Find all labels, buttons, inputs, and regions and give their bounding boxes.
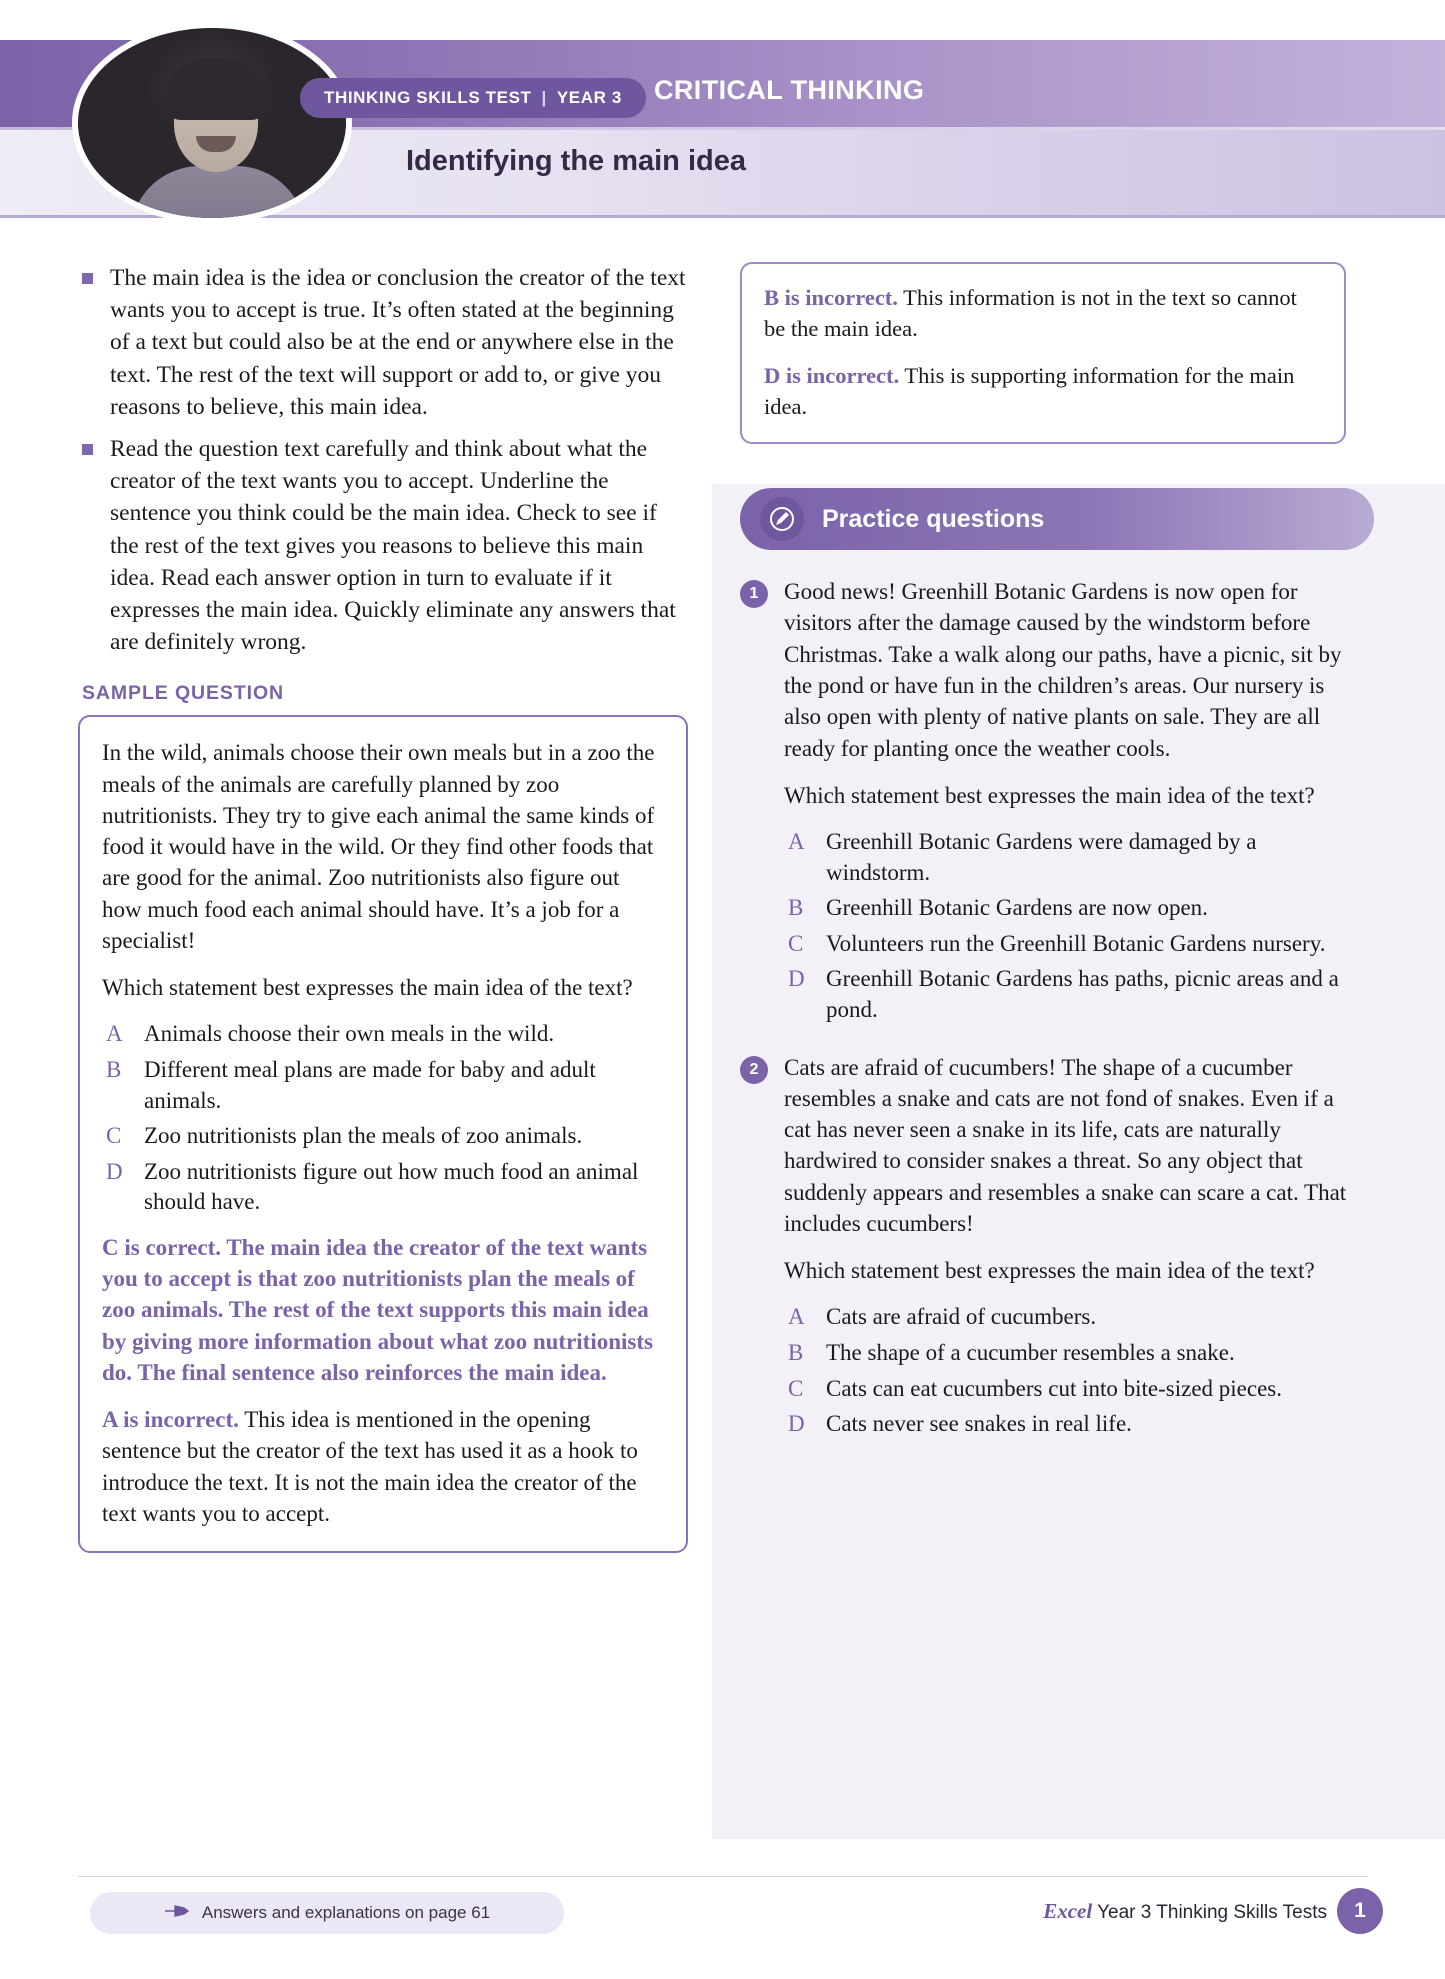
option-a-text: Animals choose their own meals in the wild. <box>144 1021 555 1047</box>
practice-question-2 <box>740 1052 1360 1440</box>
question-2-stimulus: Cats are afraid of cucumbers! The shape of a cucumber resembles a snake and cats are not fond of snakes. Even if a cat has never seen a snake in its life, cats are naturally hardwired to consider snakes a threat. So any object that suddenly appears and resembles a snake can scare a cat. That includes cucumbers! <box>784 1054 1347 1236</box>
sample-question-label: SAMPLE QUESTION <box>82 682 285 705</box>
q2-option-a[interactable] <box>784 1302 1360 1333</box>
sample-question-box <box>78 715 688 1553</box>
question-1-number: 1 <box>740 580 768 608</box>
q2-option-c[interactable] <box>784 1374 1360 1405</box>
footer-brand: Excel <box>1043 1899 1093 1923</box>
option-a[interactable] <box>102 1019 664 1050</box>
footer-series <box>1043 1899 1327 1924</box>
answers-note <box>90 1892 564 1934</box>
footer-series-text: Year 3 Thinking Skills Tests <box>1097 1902 1327 1923</box>
q2-option-c-letter: C <box>788 1375 804 1401</box>
q1-option-d-text: Greenhill Botanic Gardens has paths, picnic areas and a pond. <box>826 966 1339 1022</box>
incorrect-answer-b-label: B is incorrect. <box>764 285 898 310</box>
right-column <box>740 262 1360 1454</box>
sample-stimulus: In the wild, animals choose their own meals but in a zoo the meals of the animals are carefully planned by zoo nutritionists. They try to give each animal the same kinds of food it would have in the wild. Or they find other foods that are good for the animal. Zoo nutritionists also figure out how much food each animal should have. It’s a job for a specialist! <box>102 740 655 953</box>
option-d[interactable] <box>102 1157 664 1218</box>
q1-option-c[interactable] <box>784 929 1360 960</box>
question-1-stimulus: Good news! Greenhill Botanic Gardens is now open for visitors after the damage caused by the windstorm before Christmas. Take a walk along our paths, have a picnic, sit by the pond or have fun in the children’s areas. Our nursery is also open with plenty of native plants on sale. They are all ready for planting once the weather cools. <box>784 579 1342 761</box>
strategy-bullets <box>78 262 688 658</box>
page-title: Identifying the main idea <box>406 145 746 177</box>
question-2-text: Which statement best expresses the main idea of the text? <box>784 1258 1315 1284</box>
q2-option-a-letter: A <box>788 1304 805 1330</box>
question-1-options <box>784 827 1360 1025</box>
question-2-options <box>784 1302 1360 1439</box>
continued-explanation-box <box>740 262 1346 444</box>
q1-option-c-letter: C <box>788 930 804 956</box>
photo-eye-right <box>230 112 241 118</box>
q2-option-d[interactable] <box>784 1409 1360 1440</box>
photo-hair <box>164 58 268 120</box>
incorrect-answer-d <box>764 360 1322 422</box>
page-number: 1 <box>1337 1888 1383 1934</box>
practice-questions-title: Practice questions <box>822 504 1045 533</box>
q2-option-b-text: The shape of a cucumber resembles a snake. <box>826 1339 1235 1365</box>
option-d-letter: D <box>106 1158 123 1184</box>
option-b[interactable] <box>102 1055 664 1116</box>
q1-option-b-letter: B <box>788 895 804 921</box>
incorrect-answer-d-text: This is supporting information for the main idea. <box>764 363 1295 420</box>
q2-option-d-text: Cats never see snakes in real life. <box>826 1411 1132 1437</box>
question-2-number: 2 <box>740 1056 768 1084</box>
footer-divider <box>78 1876 1368 1877</box>
q2-option-d-letter: D <box>788 1411 805 1437</box>
pointing-hand-icon <box>164 1903 190 1924</box>
q1-option-c-text: Volunteers run the Greenhill Botanic Gardens nursery. <box>826 930 1326 956</box>
list-item: The main idea is the idea or conclusion the creator of the text wants you to accept is true. It’s often stated at the beginning of a text but could also be at the end or anywhere else in the text. The rest of the text will support or add to, or give you reasons to believe, this main idea. <box>78 262 688 423</box>
test-badge-separator: | <box>541 88 547 107</box>
strand-title: CRITICAL THINKING <box>654 75 925 105</box>
sample-question-text: Which statement best expresses the main idea of the text? <box>102 975 633 1001</box>
q2-option-b-letter: B <box>788 1339 804 1365</box>
incorrect-answer-d-label: D is incorrect. <box>764 363 900 389</box>
test-badge-left: THINKING SKILLS TEST <box>324 88 532 107</box>
option-c-letter: C <box>106 1123 122 1149</box>
q1-option-b-text: Greenhill Botanic Gardens are now open. <box>826 895 1208 921</box>
list-item: Read the question text carefully and think about what the creator of the text wants you to accept. Underline the sentence you think could be the main idea. Check to see if the rest of the text gives you reasons to believe this main idea. Read each answer option in turn to evaluate if it expresses the main idea. Quickly eliminate any answers that are definitely wrong. <box>78 433 688 658</box>
correct-answer-explanation: C is correct. The main idea the creator of the text wants you to accept is that zoo nutritionists plan the meals of zoo animals. The rest of the text supports this main idea by giving more information about what zoo nutritionists do. The final sentence also reinforces the main idea. <box>102 1234 653 1385</box>
question-1-text: Which statement best expresses the main idea of the text? <box>784 782 1315 808</box>
incorrect-answer-a-label: A is incorrect. <box>102 1407 239 1433</box>
student-photo-image <box>78 28 346 218</box>
pencil-icon <box>760 497 804 541</box>
page-header <box>0 0 1445 218</box>
test-badge-right: YEAR 3 <box>556 88 622 107</box>
q1-option-a[interactable] <box>784 827 1360 888</box>
q2-option-a-text: Cats are afraid of cucumbers. <box>826 1304 1097 1330</box>
photo-shirt <box>130 166 306 218</box>
incorrect-answer-a-text: This idea is mentioned in the opening sentence but the creator of the text has used it as a hook to introduce the text. It is not the main idea the creator of the text wants you to accept. <box>102 1407 638 1526</box>
option-b-text: Different meal plans are made for baby and adult animals. <box>144 1056 596 1113</box>
q1-option-b[interactable] <box>784 893 1360 924</box>
practice-question-1 <box>740 576 1360 1025</box>
incorrect-answer-b-text: This information is not in the text so cannot be the main idea. <box>764 285 1297 342</box>
practice-questions-header <box>740 488 1374 550</box>
option-c[interactable] <box>102 1121 664 1152</box>
option-c-text: Zoo nutritionists plan the meals of zoo animals. <box>144 1123 583 1149</box>
photo-eye-left <box>190 112 201 118</box>
option-b-letter: B <box>106 1056 122 1082</box>
answers-note-text: Answers and explanations on page 61 <box>201 1903 491 1922</box>
q2-option-c-text: Cats can eat cucumbers cut into bite-sized pieces. <box>826 1375 1282 1401</box>
sample-options <box>102 1019 664 1217</box>
q1-option-d[interactable] <box>784 964 1360 1025</box>
left-column <box>78 262 688 1553</box>
q1-option-a-letter: A <box>788 829 805 855</box>
incorrect-answer-b <box>764 282 1322 344</box>
test-badge <box>300 78 646 118</box>
incorrect-answer-a <box>102 1404 664 1529</box>
student-photo <box>78 28 346 218</box>
q1-option-a-text: Greenhill Botanic Gardens were damaged by a windstorm. <box>826 829 1257 885</box>
option-d-text: Zoo nutritionists figure out how much food an animal should have. <box>144 1158 639 1215</box>
q1-option-d-letter: D <box>788 966 805 992</box>
option-a-letter: A <box>106 1021 123 1047</box>
q2-option-b[interactable] <box>784 1338 1360 1369</box>
